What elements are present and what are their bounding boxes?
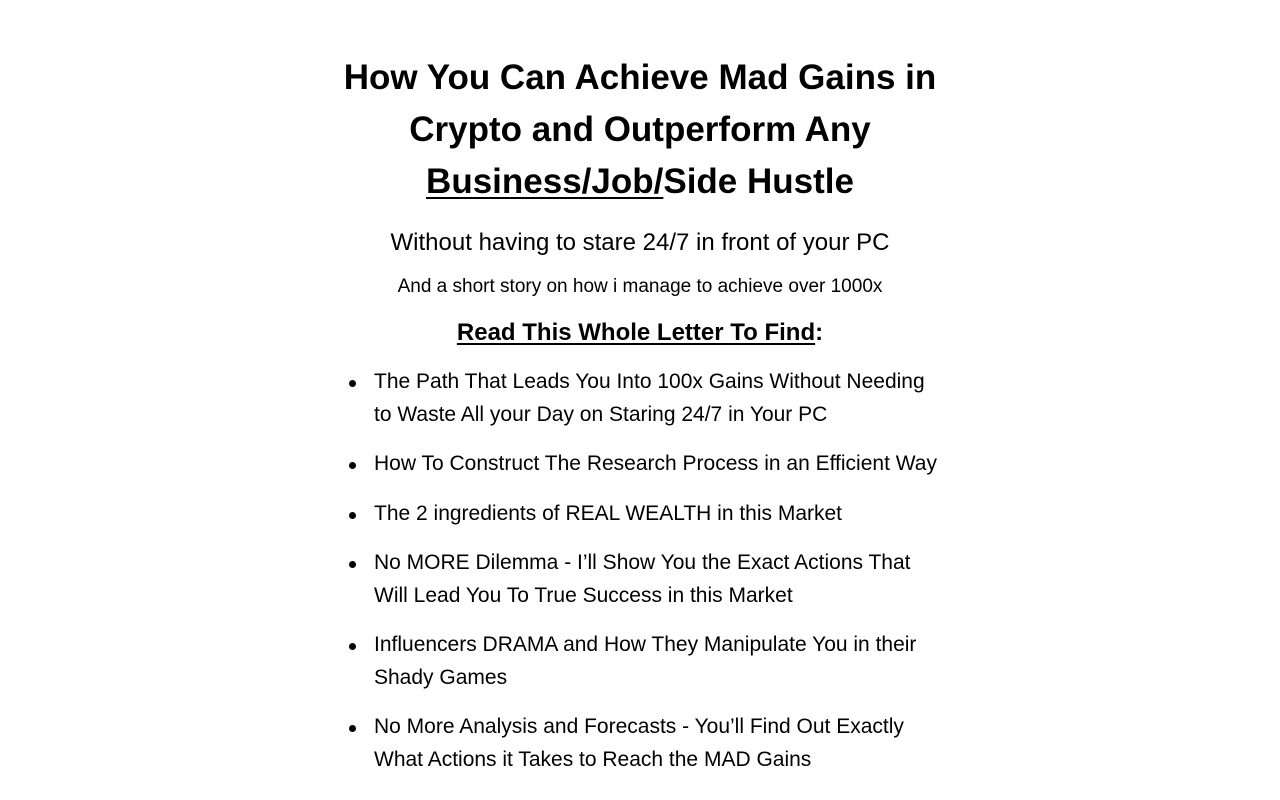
main-headline — [330, 52, 950, 208]
bullet-dot-icon — [349, 725, 356, 732]
headline-underlined-part: Business/Job/ — [426, 162, 664, 201]
subheadline: Without having to stare 24/7 in front of your PC — [390, 229, 890, 256]
benefit-item — [346, 448, 946, 481]
bullet-dot-icon — [349, 561, 356, 568]
headline-part-1: How You Can Achieve Mad Gains in Crypto and Outperform Any — [343, 58, 937, 149]
bullet-dot-icon — [349, 380, 356, 387]
bullet-dot-icon — [349, 643, 356, 650]
benefit-text: The Path That Leads You Into 100x Gains Without Needing to Waste All your Day on Staring 24/7 in Your PC — [374, 370, 925, 426]
benefit-text: How To Construct The Research Process in an Efficient Way — [374, 452, 937, 475]
benefit-item — [346, 711, 946, 776]
benefit-item — [346, 498, 946, 531]
benefits-list — [346, 366, 946, 793]
find-heading-colon: : — [815, 319, 824, 346]
benefit-item — [346, 366, 946, 431]
bullet-dot-icon — [349, 512, 356, 519]
story-line: And a short story on how i manage to achieve over 1000x — [397, 276, 883, 297]
benefit-text: No MORE Dilemma - I’ll Show You the Exact Actions That Will Lead You To True Success in this Market — [374, 551, 911, 607]
benefit-item — [346, 547, 946, 612]
benefit-item — [346, 629, 946, 694]
find-heading-label: Read This Whole Letter To Find — [456, 319, 816, 346]
headline-part-2: Side Hustle — [663, 162, 854, 201]
benefit-text: Influencers DRAMA and How They Manipulate You in their Shady Games — [374, 633, 917, 689]
benefit-text: The 2 ingredients of REAL WEALTH in this Market — [374, 501, 843, 525]
find-heading — [0, 318, 1280, 348]
bullet-dot-icon — [349, 462, 356, 469]
benefit-text: No More Analysis and Forecasts - You’ll Find Out Exactly What Actions it Takes to Reach the MAD Gains — [374, 715, 904, 771]
